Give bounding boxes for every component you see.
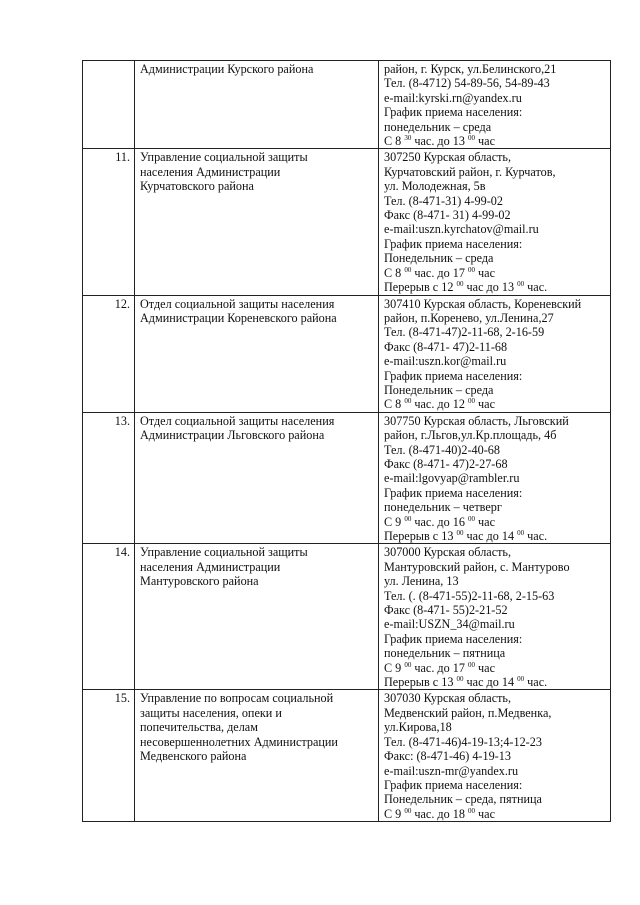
row-number: 15. [83, 690, 135, 822]
contact-info-cell [379, 61, 611, 149]
contact-info-line [384, 661, 606, 675]
table-row [83, 61, 611, 149]
organization-name-line: попечительства, делам [140, 720, 258, 735]
contact-info-line: e-mail:lgovyap@rambler.ru [384, 471, 520, 486]
schedule-text: час. [524, 529, 548, 543]
contact-info-line: Понедельник – среда, пятница [384, 792, 542, 807]
contact-info-line: Медвенский район, п.Медвенка, [384, 705, 552, 720]
schedule-text: час. до 17 [411, 265, 468, 280]
organization-name-line: защиты населения, опеки и [140, 705, 282, 720]
contact-info-line: Понедельник – среда [384, 382, 494, 397]
contact-info-line: ул. Молодежная, 5в [384, 179, 486, 194]
schedule-text: С 9 [384, 514, 405, 529]
contact-info-line [384, 266, 606, 280]
contact-info-line: 307030 Курская область, [384, 691, 512, 706]
time-minutes-superscript: 00 [517, 529, 525, 537]
table-row [83, 544, 611, 690]
organization-name-line: Администрации Курского района [140, 62, 314, 76]
time-minutes-superscript: 00 [404, 514, 412, 523]
row-number: 14. [83, 544, 135, 690]
time-minutes-superscript: 30 [404, 134, 412, 143]
table-row [83, 295, 611, 412]
row-number: 12. [83, 295, 135, 412]
organization-name-line: населения Администрации [140, 559, 281, 574]
contact-info-line: район, п.Коренево, ул.Ленина,27 [384, 310, 554, 325]
schedule-text: час. до 12 [411, 397, 468, 412]
schedule-text: час. [524, 675, 548, 690]
contact-info-line: Мантуровский район, с. Мантурово [384, 559, 570, 574]
schedule-text: С 9 [384, 806, 405, 821]
schedule-text: С 8 [384, 265, 405, 280]
time-minutes-superscript: 00 [517, 675, 525, 684]
contact-info-line: Тел. (8-4712) 54-89-56, 54-89-43 [384, 76, 550, 91]
schedule-text: час. до 13 [411, 134, 468, 149]
schedule-text: час [475, 134, 495, 149]
time-minutes-superscript: 00 [456, 529, 464, 537]
organization-name-line: Администрации Кореневского района [140, 310, 337, 325]
contact-info-line: 307000 Курская область, [384, 545, 512, 560]
contact-info-line: e-mail:uszn.kor@mail.ru [384, 354, 507, 369]
schedule-text: час до 14 [463, 529, 518, 543]
row-number: 13. [83, 412, 135, 544]
organization-name-line: Мантуровского района [140, 574, 259, 589]
schedule-text: час. до 17 [411, 660, 468, 675]
time-minutes-superscript: 00 [468, 806, 475, 815]
contact-info-line: 307750 Курская область, Льговский [384, 413, 569, 428]
contact-info-cell [379, 412, 611, 544]
contact-info-line: ул.Кирова,18 [384, 720, 452, 735]
table-body [83, 61, 611, 822]
contact-info-line: График приема населения: [384, 368, 523, 383]
organization-name-line: населения Администрации [140, 164, 281, 179]
schedule-text: С 8 [384, 397, 405, 412]
organization-name-line: Управление по вопросам социальной [140, 691, 334, 706]
contact-info-line: Факс (8-471- 31) 4-99-02 [384, 208, 511, 223]
contact-info-cell [379, 149, 611, 295]
contact-info-line [384, 675, 606, 689]
contact-info-cell [379, 295, 611, 412]
schedule-text: С 8 [384, 134, 405, 149]
contact-info-line: e-mail:uszn.kyrchatov@mail.ru [384, 222, 539, 237]
schedule-text: С 9 [384, 660, 405, 675]
contact-info-line: e-mail:kyrski.rn@yandex.ru [384, 90, 522, 105]
contact-info-line [384, 397, 606, 411]
time-minutes-superscript: 00 [404, 397, 412, 406]
time-minutes-superscript: 00 [404, 660, 412, 669]
schedule-text: час. [524, 280, 548, 295]
schedule-text: час до 14 [463, 675, 518, 690]
contact-info-line: понедельник – четверг [384, 500, 502, 515]
table-row [83, 149, 611, 295]
time-minutes-superscript: 00 [468, 397, 475, 406]
contact-info-line: Тел. (8-471-47)2-11-68, 2-16-59 [384, 325, 545, 340]
contact-info-line: График приема населения: [384, 236, 523, 251]
organization-cell [135, 295, 379, 412]
schedule-text: Перерыв с 13 [384, 529, 457, 543]
contact-info-cell [379, 690, 611, 822]
contact-info-line: Тел. (8-471-46)4-19-13;4-12-23 [384, 734, 542, 749]
time-minutes-superscript: 00 [517, 280, 525, 289]
organization-name-line: Медвенского района [140, 749, 247, 764]
time-minutes-superscript: 00 [456, 280, 464, 289]
time-minutes-superscript: 00 [468, 134, 475, 143]
contact-info-line: e-mail:USZN_34@mail.ru [384, 617, 515, 632]
table-row [83, 690, 611, 822]
organization-name-line: Курчатовского района [140, 179, 254, 194]
contact-info-line: понедельник – пятница [384, 646, 506, 661]
contact-info-line: понедельник – среда [384, 119, 492, 134]
schedule-text: час. до 18 [411, 806, 468, 821]
contact-info-line: район, г. Курск, ул.Белинского,21 [384, 62, 557, 76]
contact-info-line: Факс (8-471- 47)2-27-68 [384, 456, 508, 471]
contact-info-line: Тел. (. (8-471-55)2-11-68, 2-15-63 [384, 588, 555, 603]
contact-info-line: График приема населения: [384, 485, 523, 500]
contact-info-line: Понедельник – среда [384, 251, 494, 266]
schedule-text: Перерыв с 12 [384, 280, 457, 295]
organization-name-line: Управление социальной защиты [140, 545, 308, 560]
schedule-text: Перерыв с 13 [384, 675, 457, 690]
contact-info-line: ул. Ленина, 13 [384, 574, 459, 589]
contact-info-line: Факс (8-471- 55)2-21-52 [384, 603, 508, 618]
contact-info-line [384, 529, 606, 543]
time-minutes-superscript: 00 [468, 265, 475, 274]
contact-info-line: 307250 Курская область, [384, 150, 512, 165]
contact-info-line: График приема населения: [384, 105, 523, 120]
organization-cell [135, 412, 379, 544]
time-minutes-superscript: 00 [404, 265, 412, 274]
organization-cell [135, 544, 379, 690]
contact-info-line: Факс: (8-471-46) 4-19-13 [384, 749, 511, 764]
time-minutes-superscript: 00 [404, 806, 412, 815]
contact-info-line [384, 515, 606, 529]
row-number: 11. [83, 149, 135, 295]
contacts-table [82, 60, 611, 822]
schedule-text: час [475, 806, 495, 821]
contact-info-line: 307410 Курская область, Кореневский [384, 296, 582, 311]
contact-info-line: График приема населения: [384, 631, 523, 646]
time-minutes-superscript: 00 [456, 675, 464, 684]
contact-info-line [384, 280, 606, 294]
contact-info-line: Тел. (8-471-40)2-40-68 [384, 442, 500, 457]
time-minutes-superscript: 00 [468, 660, 475, 669]
organization-name-line: Отдел социальной защиты населения [140, 296, 335, 311]
time-minutes-superscript: 00 [468, 514, 475, 523]
contact-info-line: Курчатовский район, г. Курчатов, [384, 164, 556, 179]
contact-info-line: Тел. (8-471-31) 4-99-02 [384, 193, 503, 208]
row-number [83, 61, 135, 149]
schedule-text: час [475, 514, 495, 529]
organization-name-line: несовершеннолетних Администрации [140, 734, 338, 749]
contact-info-line [384, 807, 606, 821]
organization-cell [135, 149, 379, 295]
schedule-text: час до 13 [463, 280, 518, 295]
organization-name-line: Администрации Льговского района [140, 428, 325, 443]
schedule-text: час [475, 660, 495, 675]
schedule-text: час. до 16 [411, 514, 468, 529]
organization-cell [135, 61, 379, 149]
organization-cell [135, 690, 379, 822]
contact-info-line: e-mail:uszn-mr@yandex.ru [384, 763, 519, 778]
contact-info-line: Факс (8-471- 47)2-11-68 [384, 339, 508, 354]
contact-info-line: График приема населения: [384, 777, 523, 792]
schedule-text: час [475, 397, 495, 412]
contact-info-line [384, 134, 606, 148]
contact-info-cell [379, 544, 611, 690]
schedule-text: час [475, 265, 495, 280]
organization-name-line: Отдел социальной защиты населения [140, 413, 335, 428]
organization-name-line: Управление социальной защиты [140, 150, 308, 165]
contact-info-line: район, г.Льгов,ул.Кр.площадь, 4б [384, 428, 557, 443]
table-row [83, 412, 611, 544]
